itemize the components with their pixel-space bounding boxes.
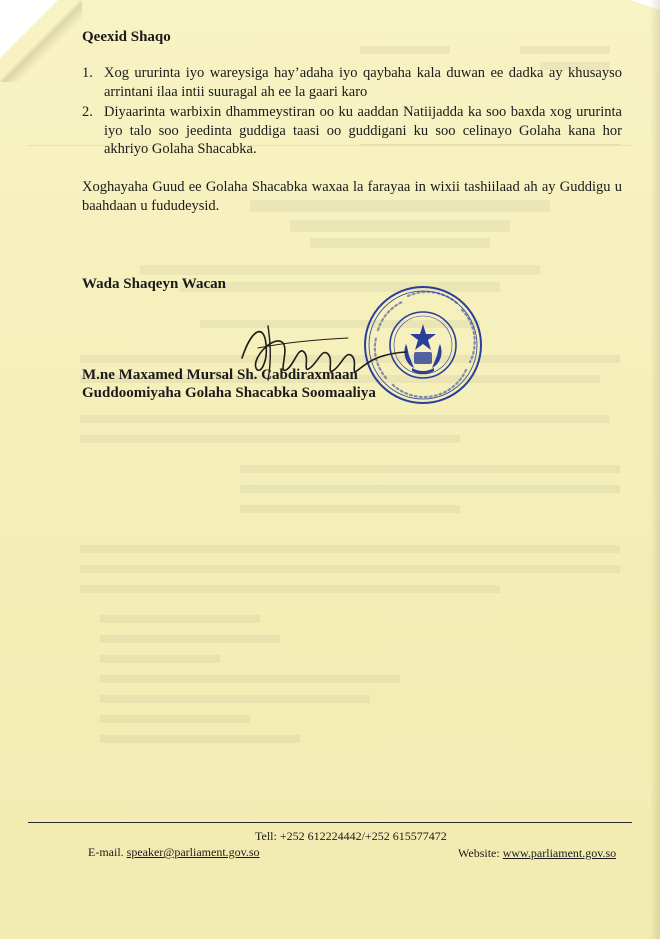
task-number: 2. <box>82 104 93 120</box>
footer-divider <box>28 822 632 823</box>
task-text: Xog ururinta iyo wareysiga hay’adaha iyo qaybaha kala duwan ee dadka ay khusayso arrintani ilaa intii suuragal ah ee la gaari karo <box>104 65 622 100</box>
signatory-block <box>82 366 376 402</box>
closing-line: Wada Shaqeyn Wacan <box>82 276 226 292</box>
signatory-name: M.ne Maxamed Mursal Sh. Cabdiraxmaan <box>82 367 358 383</box>
task-list <box>82 64 622 161</box>
task-item <box>82 64 622 101</box>
folded-corner <box>0 0 58 58</box>
signatory-title: Guddoomiyaha Golaha Shacabka Soomaaliya <box>82 385 376 401</box>
task-number: 1. <box>82 65 93 81</box>
email-label: E-mail. <box>88 845 124 859</box>
footer-email <box>88 845 260 860</box>
footer-website <box>458 846 616 861</box>
page-edge-shadow <box>650 0 660 939</box>
task-text: Diyaarinta warbixin dhammeystiran oo ku aaddan Natiijadda ka soo baxda xog ururinta iyo talo soo jeedinta guddiga taasi oo guddigani ku soo celinayo Golaha kana hor akhriyo Golaha Shacabka. <box>104 104 622 157</box>
footer-telephone: Tell: +252 612224442/+252 615577472 <box>255 829 447 843</box>
email-link[interactable]: speaker@parliament.gov.so <box>126 845 260 859</box>
website-link[interactable]: www.parliament.gov.so <box>502 846 617 860</box>
website-label: Website: <box>458 846 500 860</box>
instruction-paragraph: Xoghayaha Guud ee Golaha Shacabka waxaa la farayaa in wixii tashiilaad ah ay Guddigu u baahdaan u fududeysid. <box>82 179 622 214</box>
section-heading: Qeexid Shaqo <box>82 29 171 45</box>
task-item <box>82 103 622 159</box>
